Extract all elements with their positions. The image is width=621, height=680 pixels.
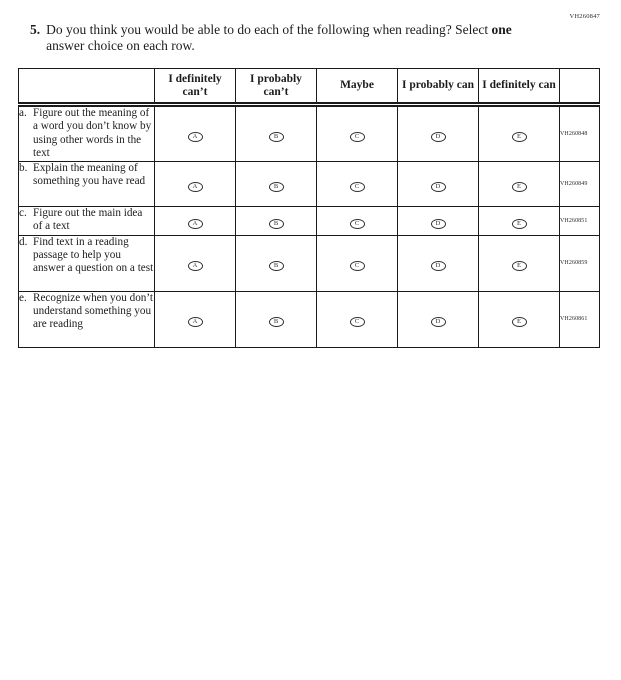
table-row-a bbox=[19, 105, 600, 162]
answer-bubble-c[interactable]: C bbox=[350, 317, 365, 327]
row-letter: a. bbox=[19, 107, 27, 119]
row-label-e bbox=[19, 291, 155, 347]
header-empty-code bbox=[560, 69, 600, 105]
row-label-b bbox=[19, 161, 155, 206]
item-code: VH260859 bbox=[560, 235, 600, 291]
table-row-d bbox=[19, 235, 600, 291]
answer-bubble-b[interactable]: B bbox=[269, 132, 284, 142]
table-row-b bbox=[19, 161, 600, 206]
row-statement: Recognize when you don’t understand something you are reading bbox=[33, 291, 154, 331]
answer-bubble-d[interactable]: D bbox=[431, 219, 446, 229]
answer-bubble-d[interactable]: D bbox=[431, 261, 446, 271]
answer-bubble-a[interactable]: A bbox=[188, 182, 203, 192]
answer-bubble-a[interactable]: A bbox=[188, 219, 203, 229]
answer-bubble-b[interactable]: B bbox=[269, 261, 284, 271]
column-header-maybe: Maybe bbox=[317, 69, 398, 105]
question-number: 5. bbox=[30, 22, 41, 37]
answer-bubble-e[interactable]: E bbox=[512, 317, 527, 327]
row-letter: c. bbox=[19, 206, 27, 219]
question bbox=[30, 22, 560, 53]
row-label-c bbox=[19, 206, 155, 235]
row-letter: e. bbox=[19, 291, 27, 304]
question-text-line2: answer choice on each row. bbox=[46, 37, 195, 53]
answer-bubble-b[interactable]: B bbox=[269, 182, 284, 192]
row-statement: Explain the meaning of something you have read bbox=[33, 161, 146, 188]
item-code: VH260849 bbox=[560, 161, 600, 206]
item-code: VH260851 bbox=[560, 206, 600, 235]
row-statement: Find text in a reading passage to help you answer a question on a test bbox=[33, 235, 154, 275]
answer-bubble-d[interactable]: D bbox=[431, 132, 446, 142]
column-header-definitely-can: I definitely can bbox=[479, 69, 560, 105]
answer-bubble-c[interactable]: C bbox=[350, 182, 365, 192]
row-letter: b. bbox=[19, 161, 28, 174]
column-header-definitely-cant: I definitely can’t bbox=[155, 69, 236, 105]
answer-bubble-c[interactable]: C bbox=[350, 132, 365, 142]
accession-code: VH260847 bbox=[569, 13, 600, 20]
answer-matrix-table bbox=[18, 68, 600, 348]
answer-bubble-b[interactable]: B bbox=[269, 219, 284, 229]
answer-bubble-e[interactable]: E bbox=[512, 261, 527, 271]
answer-bubble-a[interactable]: A bbox=[188, 261, 203, 271]
row-label-d bbox=[19, 235, 155, 291]
answer-bubble-a[interactable]: A bbox=[188, 132, 203, 142]
answer-bubble-c[interactable]: C bbox=[350, 219, 365, 229]
answer-bubble-e[interactable]: E bbox=[512, 132, 527, 142]
answer-bubble-a[interactable]: A bbox=[188, 317, 203, 327]
answer-bubble-d[interactable]: D bbox=[431, 182, 446, 192]
column-header-probably-can: I probably can bbox=[398, 69, 479, 105]
item-code: VH260861 bbox=[560, 291, 600, 347]
question-text bbox=[46, 22, 512, 53]
header-empty-stem bbox=[19, 69, 155, 105]
question-text-bold: one bbox=[491, 22, 512, 37]
answer-bubble-d[interactable]: D bbox=[431, 317, 446, 327]
answer-bubble-e[interactable]: E bbox=[512, 182, 527, 192]
item-code: VH260848 bbox=[560, 105, 600, 162]
row-letter: d. bbox=[19, 235, 28, 248]
answer-bubble-c[interactable]: C bbox=[350, 261, 365, 271]
row-statement: Figure out the meaning of a word you don’t know by using other words in the text bbox=[33, 107, 152, 160]
table-row-c bbox=[19, 206, 600, 235]
answer-bubble-b[interactable]: B bbox=[269, 317, 284, 327]
header-row bbox=[19, 69, 600, 105]
question-text-part1: Do you think you would be able to do each of the following when reading? Select bbox=[46, 22, 492, 37]
answer-bubble-e[interactable]: E bbox=[512, 219, 527, 229]
column-header-probably-cant: I probably can’t bbox=[236, 69, 317, 105]
table-row-e bbox=[19, 291, 600, 347]
row-statement: Figure out the main idea of a text bbox=[33, 206, 143, 233]
row-label-a bbox=[19, 105, 155, 162]
